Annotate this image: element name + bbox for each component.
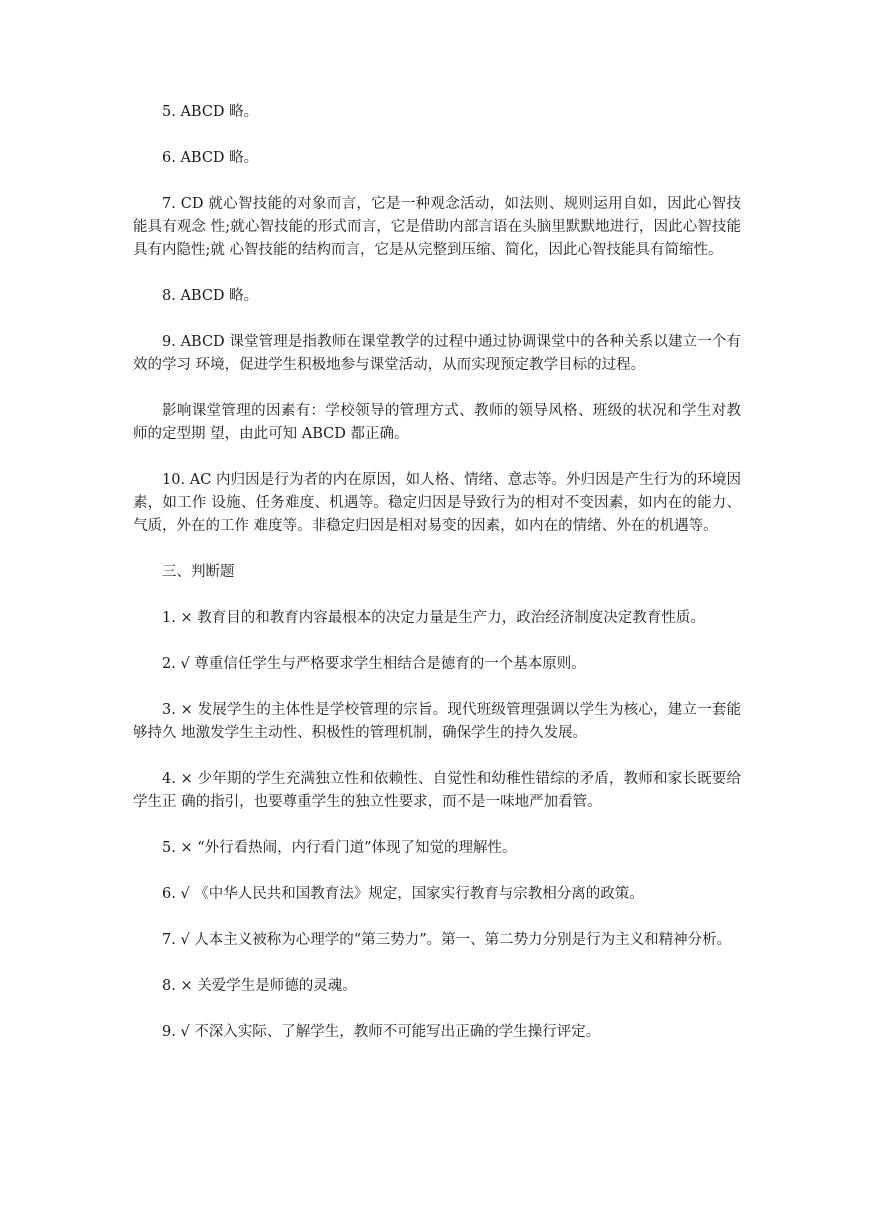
answer-paragraph-6: 6. ABCD 略。: [162, 150, 259, 166]
judgment-item-4: 4. × 少年期的学生充满独立性和依赖性、自觉性和幼稚性错综的矛盾，教师和家长既要给学生正 确的指引，也要尊重学生的独立性要求，而不是一味地严加看管。: [133, 771, 741, 810]
judgment-item-9: 9. √ 不深入实际、了解学生，教师不可能写出正确的学生操行评定。: [162, 1024, 601, 1040]
answer-paragraph-9: 9. ABCD 课堂管理是指教师在课堂教学的过程中通过协调课堂中的各种关系以建立一个有效的学习 环境，促进学生积极地参与课堂活动，从而实现预定教学目标的过程。: [133, 334, 741, 373]
judgment-item-5: 5. × “外行看热闹，内行看门道”体现了知觉的理解性。: [162, 840, 517, 856]
judgment-item-3: 3. × 发展学生的主体性是学校管理的宗旨。现代班级管理强调以学生为核心，建立一套能够持久 地激发学生主动性、积极性的管理机制，确保学生的持久发展。: [133, 702, 741, 741]
judgment-item-7: 7. √ 人本主义被称为心理学的“第三势力”。第一、第二势力分别是行为主义和精神分析。: [162, 932, 732, 948]
judgment-item-8: 8. × 关爱学生是师德的灵魂。: [162, 978, 357, 994]
answer-paragraph-8: 8. ABCD 略。: [162, 288, 259, 304]
document-page: [133, 101, 741, 1067]
answer-paragraph-9-continued: 影响课堂管理的因素有：学校领导的管理方式、教师的领导风格、班级的状况和学生对教师的定型期 望，由此可知 ABCD 都正确。: [133, 403, 741, 442]
judgment-item-2: 2. √ 尊重信任学生与严格要求学生相结合是德育的一个基本原则。: [162, 656, 586, 672]
answer-paragraph-10: 10. AC 内归因是行为者的内在原因，如人格、情绪、意志等。外归因是产生行为的环境因素，如工作 设施、任务难度、机遇等。稳定归因是导致行为的相对不变因素，如内在的能力、气质，外在的工作 难度等。非稳定归因是相对易变的因素，如内在的情绪、外在的机遇等。: [133, 472, 741, 534]
judgment-item-6: 6. √ 《中华人民共和国教育法》规定，国家实行教育与宗教相分离的政策。: [162, 886, 644, 902]
section-heading-judgment: 三、判断题: [162, 564, 235, 580]
answer-paragraph-7: 7. CD 就心智技能的对象而言，它是一种观念活动，如法则、规则运用自如，因此心智技能具有观念 性;就心智技能的形式而言，它是借助内部言语在头脑里默默地进行，因此心智技能具有内隐性;就 心智技能的结构而言，它是从完整到压缩、简化，因此心智技能具有简缩性。: [133, 196, 741, 258]
answer-paragraph-5: 5. ABCD 略。: [162, 104, 259, 120]
judgment-item-1: 1. × 教育目的和教育内容最根本的决定力量是生产力，政治经济制度决定教育性质。: [162, 610, 705, 626]
